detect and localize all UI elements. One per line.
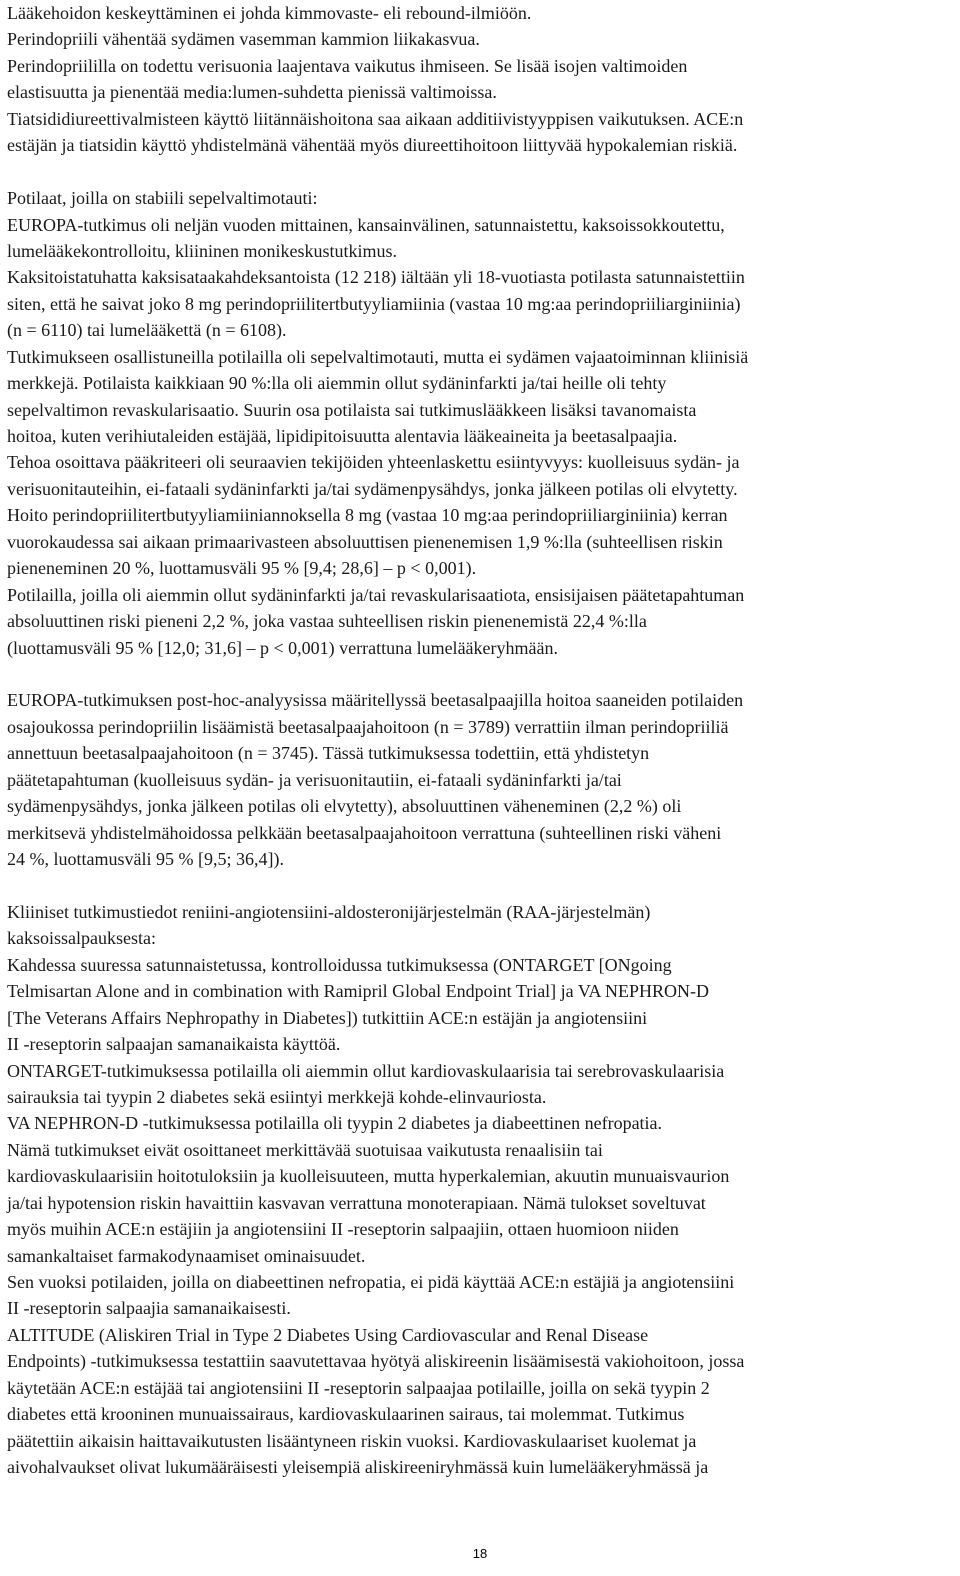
text-line: merkkejä. Potilaista kaikkiaan 90 %:lla oli aiemmin ollut sydäninfarkti ja/tai heille oli tehty bbox=[7, 373, 667, 394]
text-line: samankaltaiset farmakodynaamiset ominaisuudet. bbox=[7, 1245, 366, 1266]
text-line: vuorokaudessa sai aikaan primaarivasteen absoluuttisen pienenemisen 1,9 %:lla (suhteellisen riskin bbox=[7, 531, 723, 552]
text-line: ONTARGET-tutkimuksessa potilailla oli aiemmin ollut kardiovaskulaarisia tai serebrovaskulaarisia bbox=[7, 1060, 725, 1081]
text-line: estäjän ja tiatsidin käyttö yhdistelmänä vähentää myös diureettihoitoon liittyvää hypokalemian riskiä. bbox=[7, 135, 738, 156]
text-line: Tutkimukseen osallistuneilla potilailla oli sepelvaltimotauti, mutta ei sydämen vajaatoiminnan kliinisiä bbox=[7, 346, 749, 367]
text-line: elastisuutta ja pienentää media:lumen-suhdetta pienissä valtimoissa. bbox=[7, 82, 497, 103]
text-line: ja/tai hypotension riskin havaittiin kasvavan verrattuna monoterapiaan. Nämä tulokset soveltuvat bbox=[7, 1192, 706, 1213]
text-line: Potilaat, joilla on stabiili sepelvaltimotauti: bbox=[7, 188, 318, 209]
text-line: Kahdessa suuressa satunnaistetussa, kontrolloidussa tutkimuksessa (ONTARGET [ONgoing bbox=[7, 954, 672, 975]
text-line: [The Veterans Affairs Nephropathy in Diabetes]) tutkittiin ACE:n estäjän ja angiotensiini bbox=[7, 1007, 648, 1028]
text-line: sydämenpysähdys, jonka jälkeen potilas oli elvytetty), absoluuttinen väheneminen (2,2 %) oli bbox=[7, 796, 682, 817]
text-line: osajoukossa perindopriilin lisäämistä beetasalpaajahoitoon (n = 3789) verrattiin ilman perindopriiliä bbox=[7, 716, 729, 737]
text-line: Telmisartan Alone and in combination with Ramipril Global Endpoint Trial] ja VA NEPHRON-D bbox=[7, 981, 710, 1002]
text-line: kardiovaskulaarisiin hoitotuloksiin ja kuolleisuuteen, mutta hyperkalemian, akuutin munuaisvaurion bbox=[7, 1166, 730, 1187]
text-line: EUROPA-tutkimuksen post-hoc-analyysissa määritellyssä beetasalpaajilla hoitoa saaneiden potilaiden bbox=[7, 690, 744, 711]
text-line: II -reseptorin salpaajan samanaikaista käyttöä. bbox=[7, 1034, 341, 1055]
text-line: siten, että he saivat joko 8 mg perindopriilitertbutyyliamiinia (vastaa 10 mg:aa perindopriiliarginiinia) bbox=[7, 293, 741, 314]
text-line: aivohalvaukset olivat lukumääräisesti yleisempiä aliskireeniryhmässä kuin lumelääkeryhmässä ja bbox=[7, 1457, 709, 1478]
text-line: merkitsevä yhdistelmähoidossa pelkkään beetasalpaajahoitoon verrattuna (suhteellinen riski väheni bbox=[7, 822, 722, 843]
text-line: kaksoissalpauksesta: bbox=[7, 928, 156, 949]
text-line: Perindopriililla on todettu verisuonia laajentava vaikutus ihmiseen. Se lisää isojen valtimoiden bbox=[7, 55, 688, 76]
text-line: EUROPA-tutkimus oli neljän vuoden mittainen, kansainvälinen, satunnaistettu, kaksoissokkoutettu, bbox=[7, 214, 725, 235]
text-line: hoitoa, kuten verihiutaleiden estäjää, lipidipitoisuutta alentavia lääkeaineita ja beetasalpaajia. bbox=[7, 426, 678, 446]
text-line: päätetapahtuman (kuolleisuus sydän- ja verisuonitautiin, ei-fataali sydäninfarkti ja/tai bbox=[7, 769, 622, 790]
text-line: Perindopriili vähentää sydämen vasemman kammion liikakasvua. bbox=[7, 29, 480, 50]
text-line: lumelääkekontrolloitu, kliininen monikeskustutkimus. bbox=[7, 240, 397, 261]
document-body bbox=[7, 0, 953, 1481]
text-line: Endpoints) -tutkimuksessa testattiin saavutettavaa hyötyä aliskireenin lisäämisestä vakiohoitoon, jossa bbox=[7, 1351, 745, 1372]
paragraph bbox=[7, 687, 953, 872]
paragraph bbox=[7, 185, 953, 661]
text-line: II -reseptorin salpaajia samanaikaisesti. bbox=[7, 1298, 291, 1319]
text-line: Nämä tutkimukset eivät osoittaneet merkittävää suotuisaa vaikutusta renaalisiin tai bbox=[7, 1139, 603, 1160]
paragraph-gap bbox=[7, 661, 953, 687]
text-line: Kaksitoistatuhatta kaksisataakahdeksantoista (12 218) iältään yli 18-vuotiasta potilasta satunnaistettiin bbox=[7, 267, 745, 288]
text-line: sepelvaltimon revaskularisaatio. Suurin osa potilaista sai tutkimuslääkkeen lisäksi tavanomaista bbox=[7, 399, 697, 420]
text-line: (n = 6110) tai lumelääkettä (n = 6108). bbox=[7, 320, 287, 341]
text-line: 24 %, luottamusväli 95 % [9,5; 36,4]). bbox=[7, 849, 284, 869]
text-line: diabetes että krooninen munuaissairaus, kardiovaskulaarinen sairaus, tai molemmat. Tutkimus bbox=[7, 1404, 685, 1425]
text-line: Sen vuoksi potilaiden, joilla on diabeettinen nefropatia, ei pidä käyttää ACE:n estäjiä ja angiotensiini bbox=[7, 1272, 735, 1292]
text-line: Kliiniset tutkimustiedot reniini-angiotensiini-aldosteronijärjestelmän (RAA-järjestelmän) bbox=[7, 901, 651, 922]
text-line: Tehoa osoittava pääkriteeri oli seuraavien tekijöiden yhteenlaskettu esiintyvyys: kuolleisuus sydän- ja bbox=[7, 452, 740, 473]
text-line: Tiatsididiureettivalmisteen käyttö liitännäishoitona saa aikaan additiivistyyppisen vaikutuksen. ACE:n bbox=[7, 108, 744, 129]
paragraph-gap bbox=[7, 159, 953, 185]
paragraph-gap bbox=[7, 872, 953, 898]
text-line: käytetään ACE:n estäjää tai angiotensiini II -reseptorin salpaajaa potilaille, joilla on sekä tyypin 2 bbox=[7, 1377, 710, 1398]
paragraph bbox=[7, 0, 953, 159]
text-line: Lääkehoidon keskeyttäminen ei johda kimmovaste- eli rebound-ilmiöön. bbox=[7, 3, 532, 23]
page-number: 18 bbox=[472, 1546, 488, 1561]
text-line: ALTITUDE (Aliskiren Trial in Type 2 Diabetes Using Cardiovascular and Renal Disease bbox=[7, 1324, 649, 1345]
text-line: Potilailla, joilla oli aiemmin ollut sydäninfarkti ja/tai revaskularisaatiota, ensisijaisen päätetapahtuman bbox=[7, 584, 745, 605]
text-line: myös muihin ACE:n estäjiin ja angiotensiini II -reseptorin salpaajiin, ottaen huomioon niiden bbox=[7, 1219, 679, 1240]
text-line: päätettiin aikaisin haittavaikutusten lisääntyneen riskin vuoksi. Kardiovaskulaariset kuolemat ja bbox=[7, 1430, 697, 1451]
text-line: Hoito perindopriilitertbutyyliamiiniannoksella 8 mg (vastaa 10 mg:aa perindopriiliarginiinia) kerran bbox=[7, 505, 728, 526]
text-line: (luottamusväli 95 % [12,0; 31,6] – p < 0,001) verrattuna lumelääkeryhmään. bbox=[7, 637, 559, 658]
text-line: verisuonitauteihin, ei-fataali sydäninfarkti ja/tai sydämenpysähdys, jonka jälkeen potilas oli elvytetty. bbox=[7, 478, 738, 499]
text-line: absoluuttinen riski pieneni 2,2 %, joka vastaa suhteellisen riskin pienenemistä 22,4 %:lla bbox=[7, 611, 647, 632]
text-line: sairauksia tai tyypin 2 diabetes sekä esiintyi merkkejä kohde-elinvauriosta. bbox=[7, 1086, 547, 1107]
paragraph bbox=[7, 899, 953, 1481]
text-line: VA NEPHRON-D -tutkimuksessa potilailla oli tyypin 2 diabetes ja diabeettinen nefropatia. bbox=[7, 1113, 663, 1134]
text-line: pieneneminen 20 %, luottamusväli 95 % [9,4; 28,6] – p < 0,001). bbox=[7, 558, 477, 579]
text-line: annettuun beetasalpaajahoitoon (n = 3745). Tässä tutkimuksessa todettiin, että yhdistetyn bbox=[7, 743, 650, 764]
